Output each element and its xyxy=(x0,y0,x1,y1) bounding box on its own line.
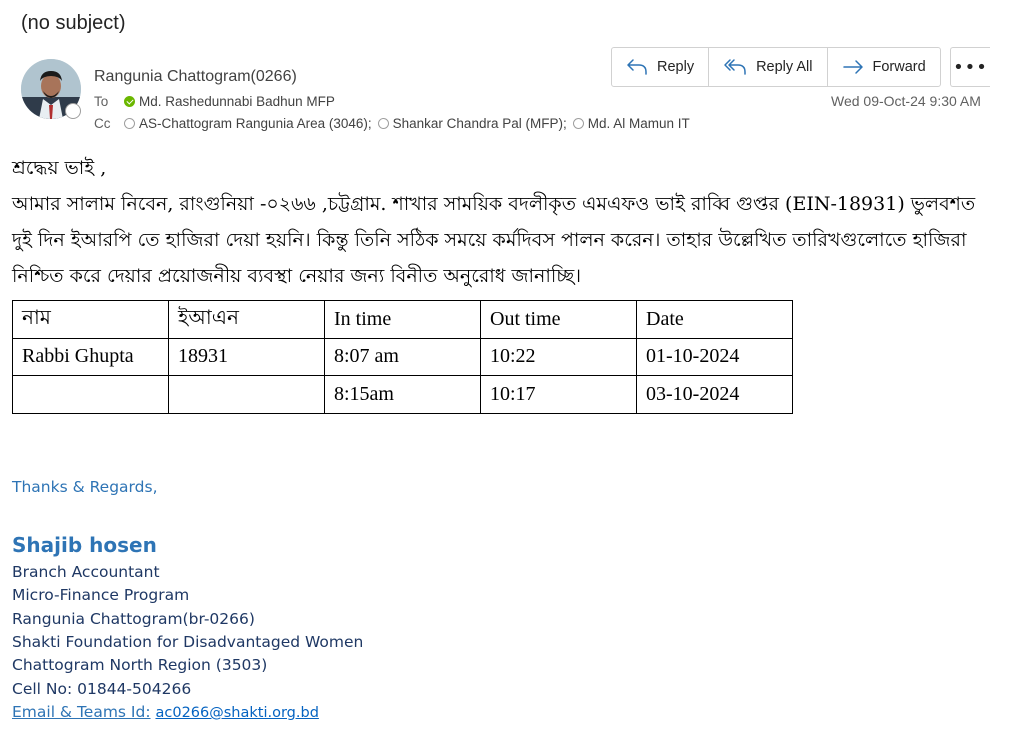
to-recipients xyxy=(122,94,339,109)
online-status-icon xyxy=(124,96,135,107)
email-subject: (no subject) xyxy=(21,12,126,34)
table-cell: 18931 xyxy=(169,338,325,376)
reply-all-icon xyxy=(723,58,747,76)
table-header-cell: In time xyxy=(325,301,481,339)
email-link[interactable]: ac0266@shakti.org.bd xyxy=(155,705,319,721)
presence-indicator-icon xyxy=(65,103,81,119)
reply-icon xyxy=(626,58,648,76)
signature-closing: Thanks & Regards, xyxy=(12,478,158,496)
table-header-row xyxy=(13,301,793,339)
table-cell: 03-10-2024 xyxy=(637,376,793,414)
cc-recipients xyxy=(122,116,694,131)
forward-icon xyxy=(842,58,864,76)
reply-all-label: Reply All xyxy=(756,59,813,75)
body-paragraph: আমার সালাম নিবেন, রাংগুনিয়া -০২৬৬ ,চট্টগ্রাম. শাখার সাময়িক বদলীকৃত এমএফও ভাই রাব্বি গুপ্তর (EIN-18931) ভুলবশত দুই দিন ইআরপি তে হাজিরা দেয়া হয়নি। কিন্তু তিনি সঠিক সময়ে কর্মদিবস পালন করেন। তাহার উল্লেখিত তারিখগুলোতে হাজিরা নিশ্চিত করে দেয়ার প্রয়োজনীয় ব্যবস্থা নেয়ার জন্য বিনীত অনুরোধ জানাচ্ছি। xyxy=(12,193,976,287)
message-date: Wed 09-Oct-24 9:30 AM xyxy=(831,93,981,109)
table-header-cell: Date xyxy=(637,301,793,339)
email-label: Email & Teams Id: xyxy=(12,703,151,721)
more-actions-button[interactable]: ••• xyxy=(950,47,990,87)
table-cell xyxy=(13,376,169,414)
greeting: শ্রদ্ধেয় ভাই , xyxy=(12,157,107,179)
offline-status-icon xyxy=(378,118,389,129)
sender-name[interactable]: Rangunia Chattogram(0266) xyxy=(94,68,297,85)
signature-title: Branch Accountant xyxy=(12,563,160,581)
signature-name: Shajib hosen xyxy=(12,533,157,557)
reply-button[interactable] xyxy=(612,48,709,86)
table-cell xyxy=(169,376,325,414)
recipient-cc-0[interactable]: AS-Chattogram Rangunia Area (3046); xyxy=(139,116,372,131)
table-cell: 10:17 xyxy=(481,376,637,414)
table-header-cell: নাম xyxy=(13,301,169,339)
offline-status-icon xyxy=(573,118,584,129)
attendance-table xyxy=(12,300,793,414)
table-cell: 8:07 am xyxy=(325,338,481,376)
forward-label: Forward xyxy=(872,59,926,75)
table-header-cell: Out time xyxy=(481,301,637,339)
offline-status-icon xyxy=(124,118,135,129)
recipient-cc-2[interactable]: Md. Al Mamun IT xyxy=(587,116,690,131)
table-cell: 01-10-2024 xyxy=(637,338,793,376)
table-header-cell: ইআএন xyxy=(169,301,325,339)
email-body xyxy=(12,150,992,294)
recipient-cc-1[interactable]: Shankar Chandra Pal (MFP); xyxy=(392,116,567,131)
signature-email-row xyxy=(12,703,319,721)
forward-button[interactable] xyxy=(828,48,940,86)
table-cell: 10:22 xyxy=(481,338,637,376)
table-row xyxy=(13,376,793,414)
table-cell: Rabbi Ghupta xyxy=(13,338,169,376)
table-row xyxy=(13,338,793,376)
table-cell: 8:15am xyxy=(325,376,481,414)
signature-phone: Cell No: 01844-504266 xyxy=(12,680,192,698)
reply-all-button[interactable] xyxy=(709,48,827,86)
signature-branch: Rangunia Chattogram(br-0266) xyxy=(12,610,255,628)
message-actions-toolbar xyxy=(611,47,941,87)
recipient-to-0[interactable]: Md. Rashedunnabi Badhun MFP xyxy=(139,94,335,109)
signature-program: Micro-Finance Program xyxy=(12,586,190,604)
signature-organization: Shakti Foundation for Disadvantaged Women xyxy=(12,633,364,651)
reply-label: Reply xyxy=(657,59,695,75)
cc-label: Cc xyxy=(94,116,111,131)
to-label: To xyxy=(94,94,109,109)
signature-region: Chattogram North Region (3503) xyxy=(12,656,268,674)
